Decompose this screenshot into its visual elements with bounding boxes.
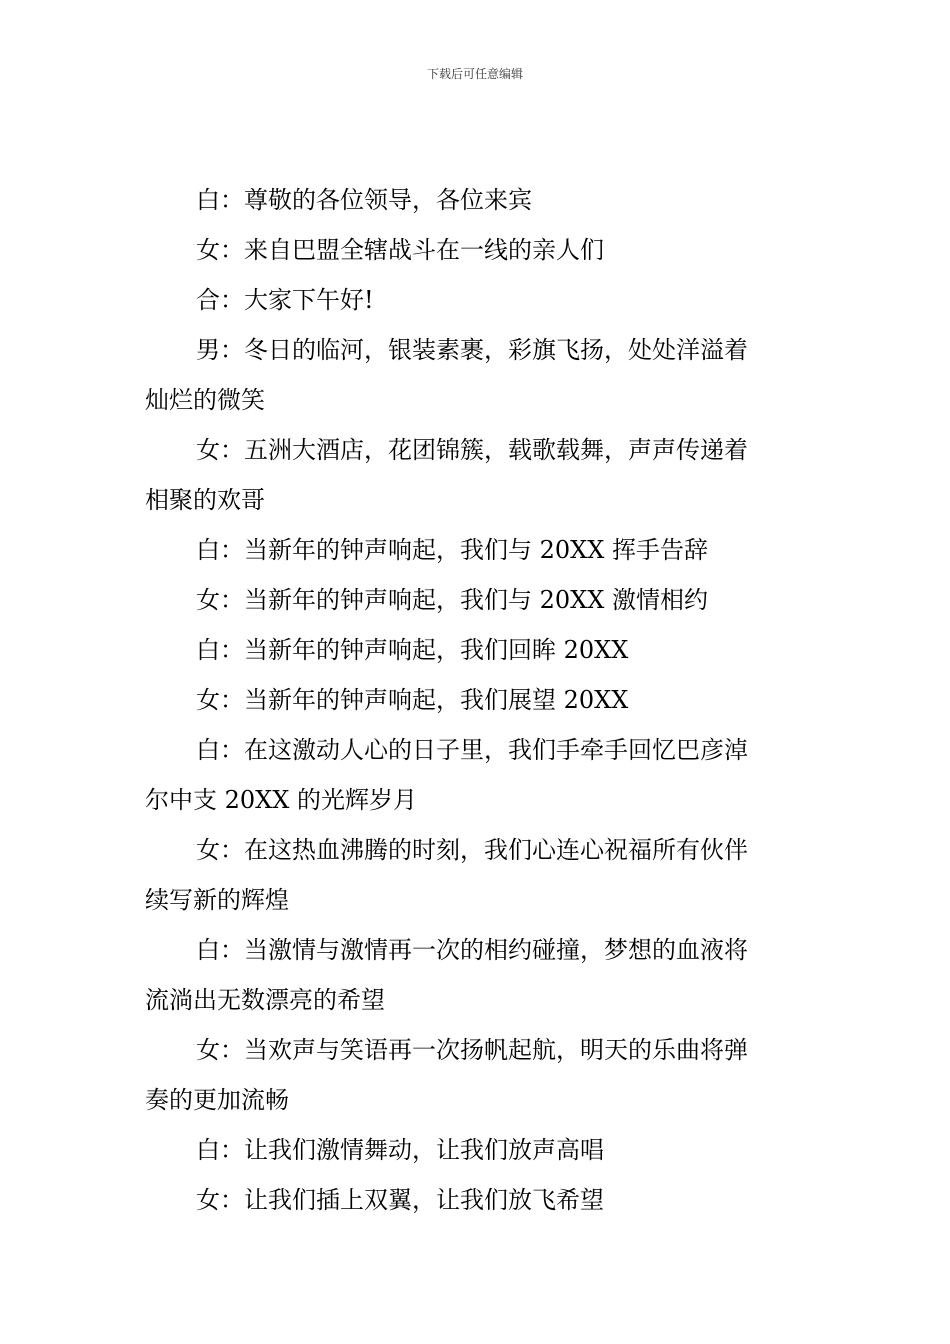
paragraph: 白：尊敬的各位领导，各位来宾 (196, 186, 532, 214)
paragraph: 女：在这热血沸腾的时刻，我们心连心祝福所有伙伴 续写新的辉煌 (145, 836, 748, 914)
paragraph: 白：在这激动人心的日子里，我们手牵手回忆巴彦淖 尔中支 20XX 的光辉岁月 (145, 736, 748, 814)
page-header: 下载后可任意编辑 (426, 67, 523, 81)
paragraph: 女：当新年的钟声响起，我们展望 20XX (196, 686, 629, 714)
paragraph: 白：当新年的钟声响起，我们与 20XX 挥手告辞 (196, 536, 708, 564)
paragraph: 女：当新年的钟声响起，我们与 20XX 激情相约 (196, 586, 708, 614)
paragraph: 女：五洲大酒店，花团锦簇，载歌载舞，声声传递着 相聚的欢哥 (145, 436, 748, 514)
paragraph: 女：来自巴盟全辖战斗在一线的亲人们 (196, 236, 604, 264)
paragraph: 白：让我们激情舞动，让我们放声高唱 (196, 1136, 604, 1164)
document-body (145, 175, 810, 1225)
paragraph: 男：冬日的临河，银装素裹，彩旗飞扬，处处洋溢着 灿烂的微笑 (145, 336, 748, 414)
paragraph: 女：让我们插上双翼，让我们放飞希望 (196, 1186, 604, 1214)
paragraph: 女：当欢声与笑语再一次扬帆起航，明天的乐曲将弹 奏的更加流畅 (145, 1036, 748, 1114)
paragraph: 白：当激情与激情再一次的相约碰撞，梦想的血液将 流淌出无数漂亮的希望 (145, 936, 748, 1014)
paragraph: 合：大家下午好! (196, 286, 374, 314)
paragraph: 白：当新年的钟声响起，我们回眸 20XX (196, 636, 629, 664)
